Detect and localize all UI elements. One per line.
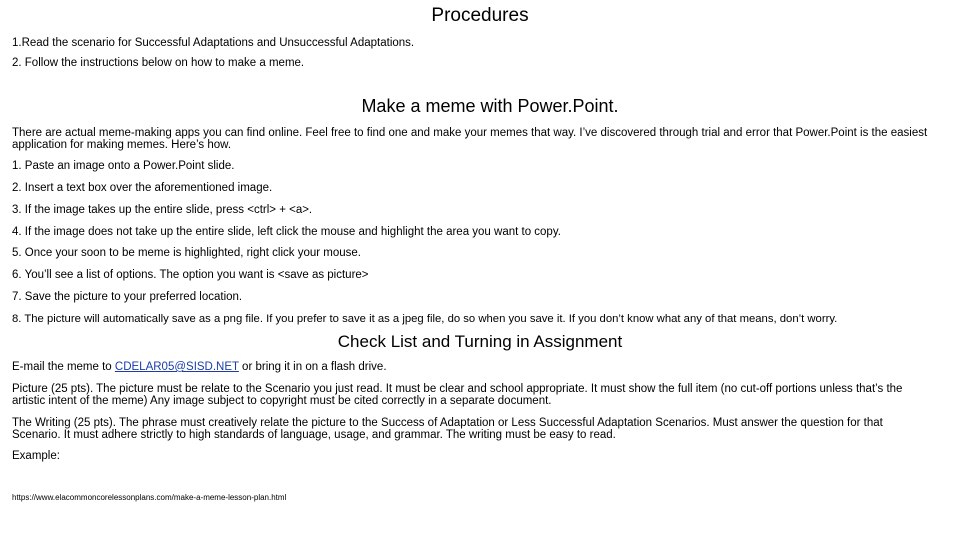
email-line [12,361,948,373]
checklist-heading: Check List and Turning in Assignment [337,332,623,351]
email-prefix: E-mail the meme to [12,361,115,373]
source-url: https://www.elacommoncorelessonplans.com/make-a-meme-lesson-plan.html [12,493,287,502]
page-title: Procedures [431,5,529,26]
meme-step-7: 7. Save the picture to your preferred location. [12,291,243,303]
writing-requirement: The Writing (25 pts). The phrase must creatively relate the picture to the Success of Adaptation or Less Successful Adaptation Scenarios. Must answer the question for that Scenario. It must adhere strictly to high standards of language, usage, and grammar. The writing must be easy to read. [12,417,883,441]
meme-step-2: 2. Insert a text box over the aforementioned image. [12,182,273,194]
intro-step-1: 1.Read the scenario for Successful Adaptations and Unsuccessful Adaptations. [12,37,415,49]
intro-step-2: 2. Follow the instructions below on how to make a meme. [12,57,305,69]
meme-step-6: 6. You’ll see a list of options. The option you want is <save as picture> [12,269,369,281]
email-link[interactable]: CDELAR05@SISD.NET [114,361,239,373]
meme-step-1: 1. Paste an image onto a Power.Point slide. [12,160,235,172]
meme-step-5: 5. Once your soon to be meme is highlighted, right click your mouse. [12,247,362,259]
meme-intro: There are actual meme-making apps you can find online. Feel free to find one and make your memes that way. I’ve discovered through trial and error that Power.Point is the easiest application for making memes. Here’s how. [12,127,928,151]
meme-step-3: 3. If the image takes up the entire slide, press <ctrl> + <a>. [12,204,313,216]
picture-requirement: Picture (25 pts). The picture must be relate to the Scenario you just read. It must be clear and school appropriate. It must show the full item (no cut-off portions unless that’s the artistic intent of the meme) Any image subject to copyright must be cited correctly in a separate document. [12,383,903,407]
meme-step-8: 8. The picture will automatically save as a png file. If you prefer to save it as a jpeg file, do so when you save it. If you don’t know what any of that means, don’t worry. [12,313,838,325]
meme-heading: Make a meme with Power.Point. [361,96,619,116]
example-label: Example: [12,450,60,462]
email-suffix: or bring it in on a flash drive. [238,361,387,373]
meme-step-4: 4. If the image does not take up the entire slide, left click the mouse and highlight the area you want to copy. [12,226,561,238]
